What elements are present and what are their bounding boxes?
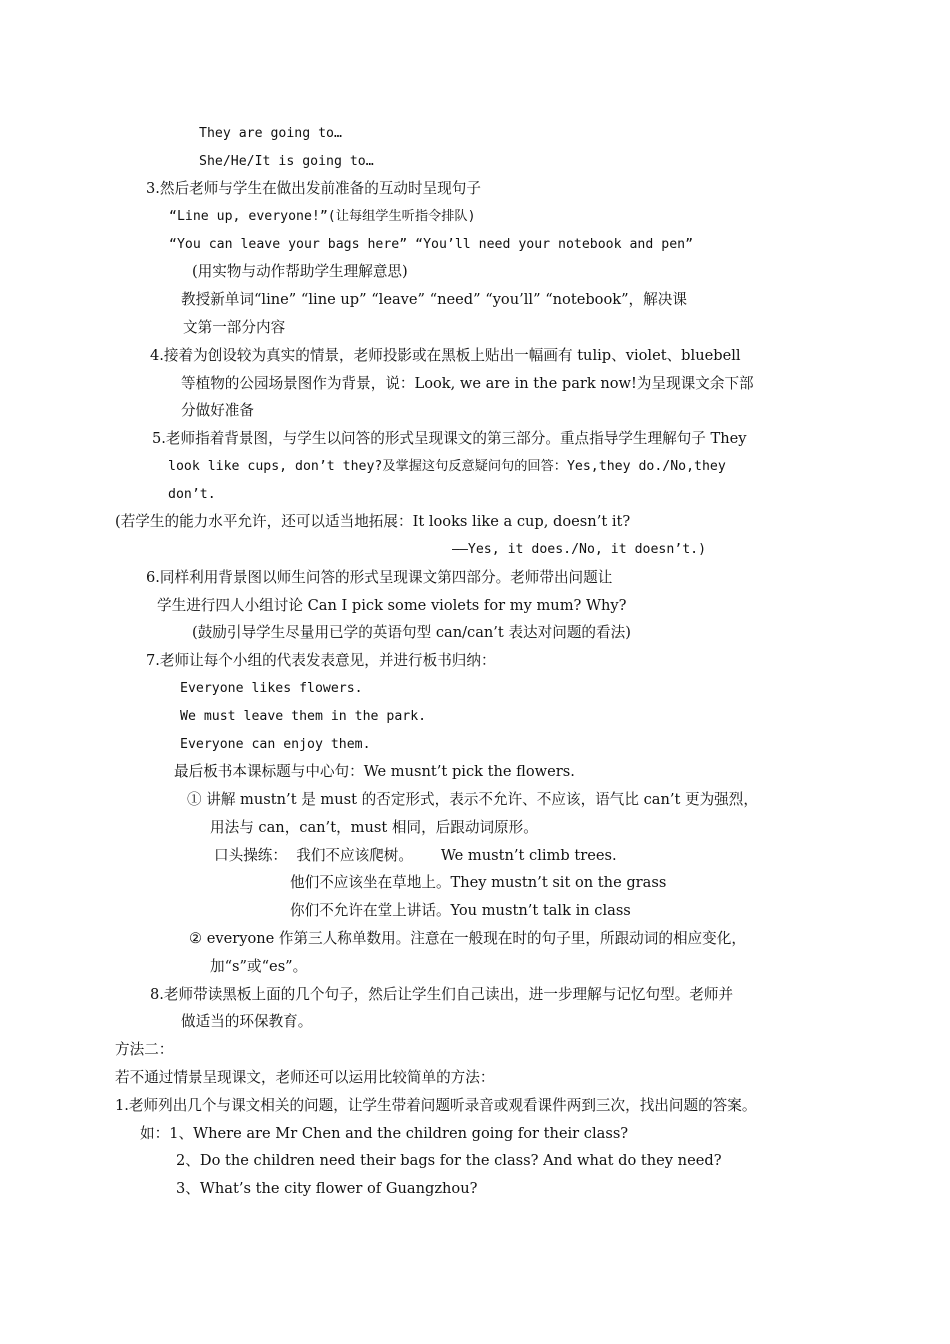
text-line: (若学生的能力水平允许，还可以适当地拓展：It looks like a cup, doesn’t it? [115,513,631,530]
text-line: “Line up, everyone!”(让每组学生听指令排队) [169,209,476,224]
text-line: 7.老师让每个小组的代表发表意见，并进行板书归纳： [146,652,496,669]
text-line: 等植物的公园场景图作为背景，说：Look, we are in the park now!为呈现课文余下部 [181,375,754,392]
text-line: (鼓励引导学生尽量用已学的英语句型 can/can’t 表达对问题的看法) [192,624,631,641]
text-line: 做适当的环保教育。 [181,1013,313,1030]
text-line: 8.老师带读黑板上面的几个句子，然后让学生们自己读出，进一步理解与记忆句型。老师并 [150,986,734,1003]
text-line: 4.接着为创设较为真实的情景，老师投影或在黑板上贴出一幅画有 tulip、violet、bluebell [150,347,741,364]
text-line: 他们不应该坐在草地上。They mustn’t sit on the grass [290,874,667,891]
text-line: 用法与 can，can’t，must 相同，后跟动词原形。 [210,819,538,836]
text-line: look like cups, don’t they?及掌握这句反意疑问句的回答：Yes,they do./No,they [168,459,726,474]
text-line: 1.老师列出几个与课文相关的问题，让学生带着问题听录音或观看课件两到三次，找出问题的答案。 [115,1097,757,1114]
text-line: 教授新单词“line” “line up” “leave” “need” “you’ll” “notebook”，解决课 [181,291,687,308]
text-line: 3、What’s the city flower of Guangzhou? [176,1180,478,1197]
text-line: 3.然后老师与学生在做出发前准备的互动时呈现句子 [146,180,481,197]
text-line: We must leave them in the park. [180,709,427,724]
text-line: 你们不允许在堂上讲话。You mustn’t talk in class [290,902,631,919]
text-line: 若不通过情景呈现课文，老师还可以运用比较简单的方法： [115,1069,495,1086]
text-line: Everyone likes flowers. [180,681,363,696]
text-line: ② everyone 作第三人称单数用。注意在一般现在时的句子里，所跟动词的相应变化， [189,930,746,947]
text-line: She/He/It is going to… [199,154,374,169]
text-line: 5.老师指着背景图，与学生以问答的形式呈现课文的第三部分。重点指导学生理解句子 They [152,430,747,447]
text-line: 如：1、Where are Mr Chen and the children going for their class? [140,1125,629,1142]
text-line: 最后板书本课标题与中心句：We musnt’t pick the flowers. [174,763,575,780]
text-line: 分做好准备 [181,402,254,419]
text-line: Everyone can enjoy them. [180,737,371,752]
text-line: 加“s”或“es”。 [210,958,308,975]
text-line: 2、Do the children need their bags for the class? And what do they need? [176,1152,722,1169]
text-line: ① 讲解 mustn’t 是 must 的否定形式，表示不允许、不应该，语气比 can’t 更为强烈， [187,791,758,808]
text-line: 学生进行四人小组讨论 Can I pick some violets for my mum? Why? [157,597,627,614]
text-line: “You can leave your bags here” “You’ll need your notebook and pen” [169,237,694,252]
text-line: They are going to… [199,126,342,141]
text-line: (用实物与动作帮助学生理解意思) [192,263,408,280]
text-line: 方法二： [115,1041,174,1058]
text-line: ——Yes, it does./No, it doesn’t.) [452,542,707,557]
text-line: 口头操练： 我们不应该爬树。 We mustn’t climb trees. [214,847,617,864]
text-line: don’t. [168,487,216,502]
text-line: 6.同样利用背景图以师生问答的形式呈现课文第四部分。老师带出问题让 [146,569,613,586]
text-line: 文第一部分内容 [183,319,286,336]
